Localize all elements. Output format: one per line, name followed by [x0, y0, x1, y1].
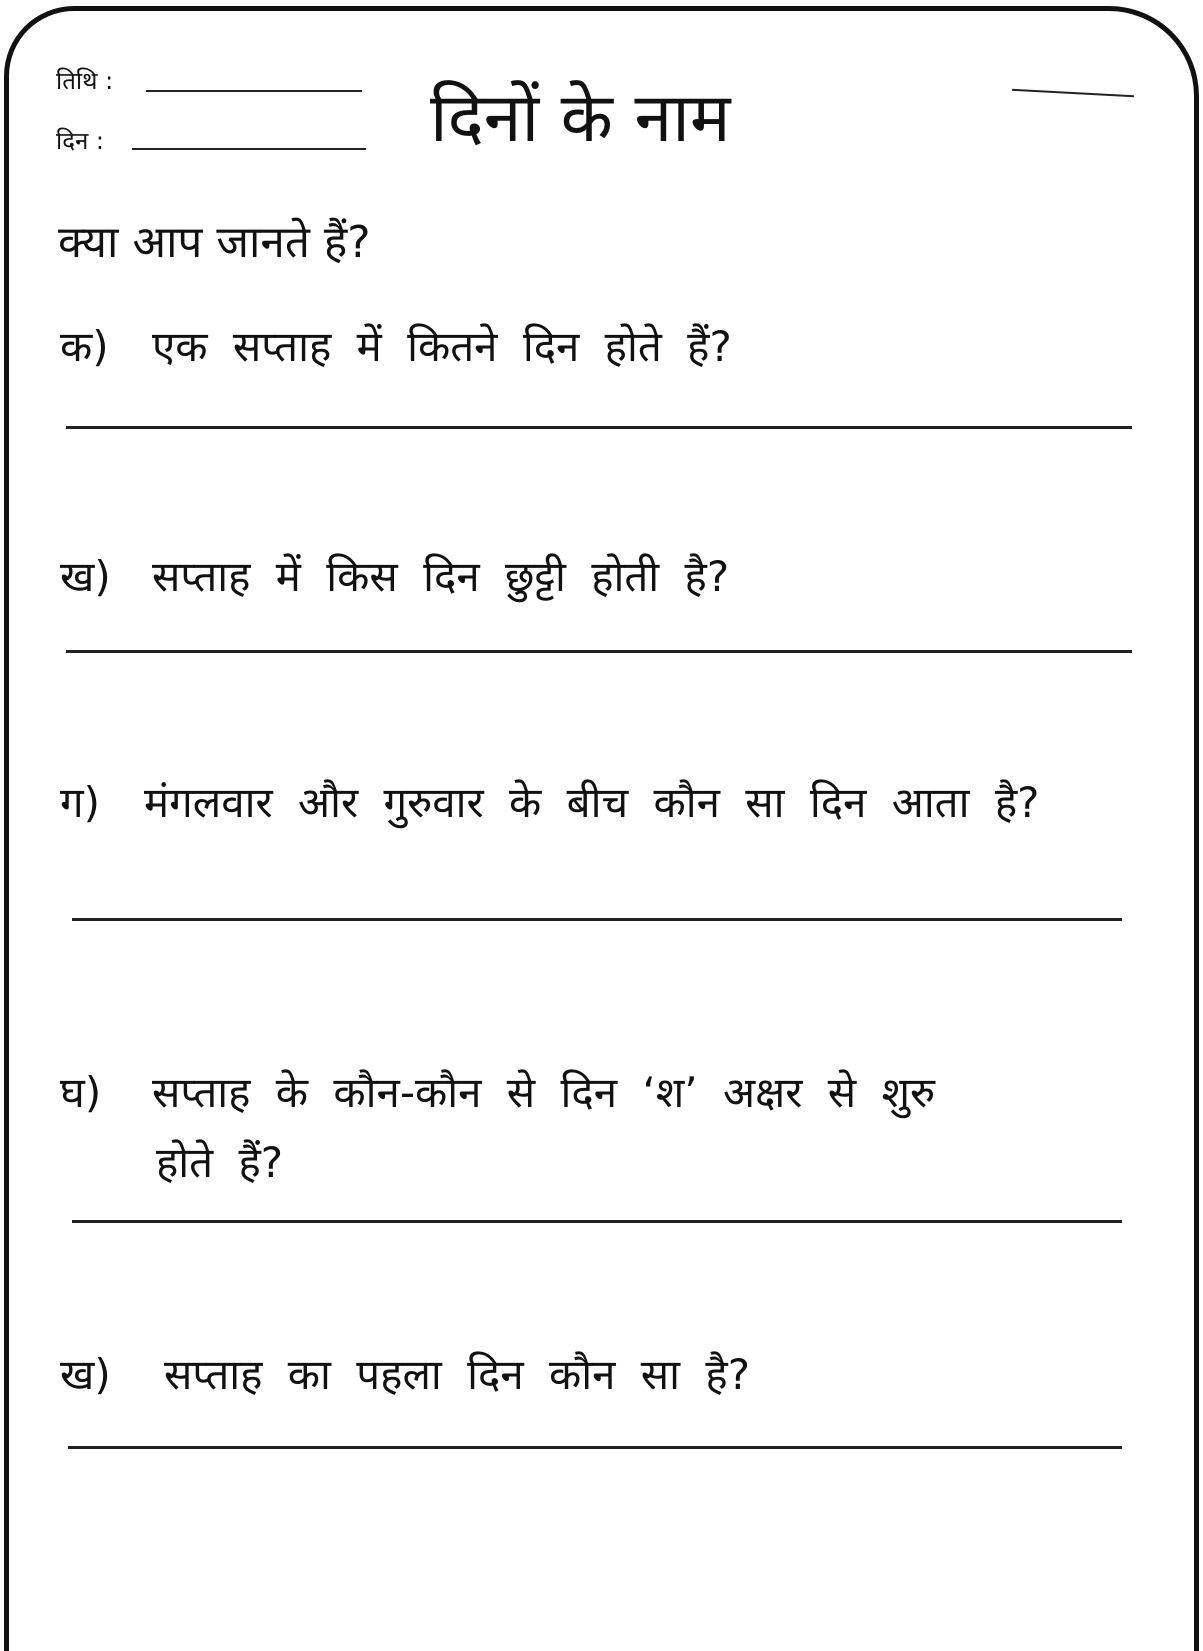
- question-2: [60, 542, 1140, 612]
- answer-line-5[interactable]: [68, 1446, 1122, 1449]
- answer-line-3[interactable]: [72, 918, 1122, 921]
- question-label: घ): [60, 1068, 102, 1117]
- question-label: ख): [60, 1350, 111, 1399]
- question-text: एक सप्ताह में कितने दिन होते हैं?: [152, 322, 732, 371]
- question-3: [60, 768, 1140, 838]
- question-text: सप्ताह के कौन-कौन से दिन ‘श’ अक्षर से शुरु: [152, 1068, 936, 1117]
- date-field[interactable]: [146, 90, 362, 92]
- question-text: सप्ताह में किस दिन छुट्टी होती है?: [152, 552, 730, 601]
- question-text: सप्ताह का पहला दिन कौन सा है?: [164, 1350, 750, 1399]
- question-text-continued: होते हैं?: [156, 1138, 284, 1187]
- page-title: दिनों के नाम: [430, 79, 731, 158]
- question-5: [60, 1340, 1140, 1410]
- answer-line-1[interactable]: [66, 426, 1132, 429]
- subtitle: क्या आप जानते हैं?: [58, 217, 371, 268]
- answer-line-2[interactable]: [66, 650, 1132, 653]
- question-label: क): [60, 322, 109, 371]
- date-label: तिथि :: [56, 67, 114, 95]
- day-field[interactable]: [132, 148, 366, 150]
- day-label: दिन :: [56, 127, 104, 155]
- question-1: [60, 312, 1140, 382]
- question-label: ग): [60, 778, 101, 827]
- question-text: मंगलवार और गुरुवार के बीच कौन सा दिन आता है?: [144, 778, 1040, 827]
- answer-line-4[interactable]: [72, 1220, 1122, 1223]
- question-4: [60, 1058, 1140, 1198]
- question-label: ख): [60, 552, 111, 601]
